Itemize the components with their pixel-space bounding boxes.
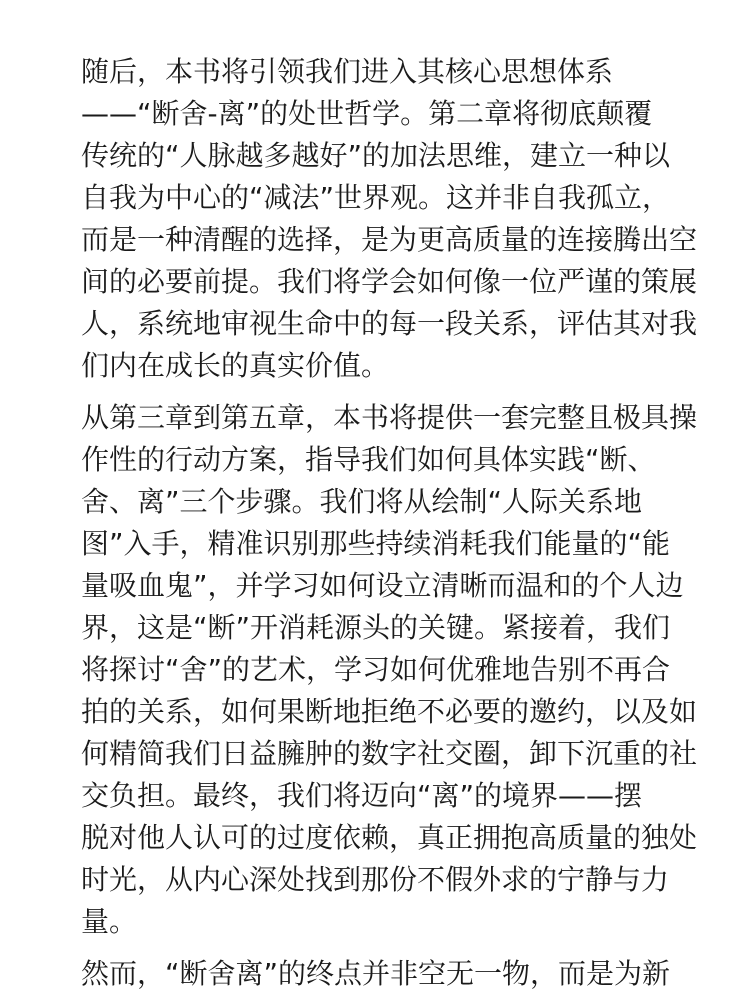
text-line: 而是一种清醒的选择，是为更高质量的连接腾出空 [81, 223, 698, 256]
paragraph-2 [81, 397, 698, 943]
text-line: 传统的“人脉越多越好”的加法思维，建立一种以 [81, 139, 671, 172]
text-line: 间的必要前提。我们将学会如何像一位严谨的策展 [81, 265, 698, 298]
text-block [81, 51, 698, 995]
text-line: 时光，从内心深处找到那份不假外求的宁静与力 [81, 863, 670, 896]
text-line: 作性的行动方案，指导我们如何具体实践“断、 [81, 443, 656, 476]
text-line: 脱对他人认可的过度依赖，真正拥抱高质量的独处 [81, 821, 698, 854]
paragraph-1 [81, 51, 698, 387]
text-line: 图”入手，精准识别那些持续消耗我们能量的“能 [81, 527, 671, 560]
text-line: 然而，“断舍离”的终点并非空无一物，而是为新 [81, 957, 671, 990]
text-line: 何精简我们日益臃肿的数字社交圈，卸下沉重的社 [81, 737, 698, 770]
paragraph-spacer [81, 943, 671, 953]
text-line: 将探讨“舍”的艺术，学习如何优雅地告别不再合 [81, 653, 671, 686]
paragraph-spacer [81, 387, 671, 397]
text-line: 们内在成长的真实价值。 [81, 349, 390, 382]
text-line: 量。 [81, 905, 138, 938]
text-line: ——“断舍-离”的处世哲学。第二章将彻底颠覆 [81, 97, 653, 130]
text-line: 舍、离”三个步骤。我们将从绘制“人际关系地 [81, 485, 643, 518]
paragraph-3 [81, 953, 671, 995]
text-line: 从第三章到第五章，本书将提供一套完整且极具操 [81, 401, 698, 434]
text-line: 拍的关系，如何果断地拒绝不必要的邀约，以及如 [81, 695, 698, 728]
text-line: 量吸血鬼”，并学习如何设立清晰而温和的个人边 [81, 569, 684, 602]
text-line: 自我为中心的“减法”世界观。这并非自我孤立， [81, 181, 671, 214]
text-line: 界，这是“断”开消耗源头的关键。紧接着，我们 [81, 611, 671, 644]
text-line: 随后，本书将引领我们进入其核心思想体系 [81, 55, 614, 88]
text-line: 人，系统地审视生命中的每一段关系，评估其对我 [81, 307, 698, 340]
text-line: 交负担。最终，我们将迈向“离”的境界——摆 [81, 779, 643, 812]
